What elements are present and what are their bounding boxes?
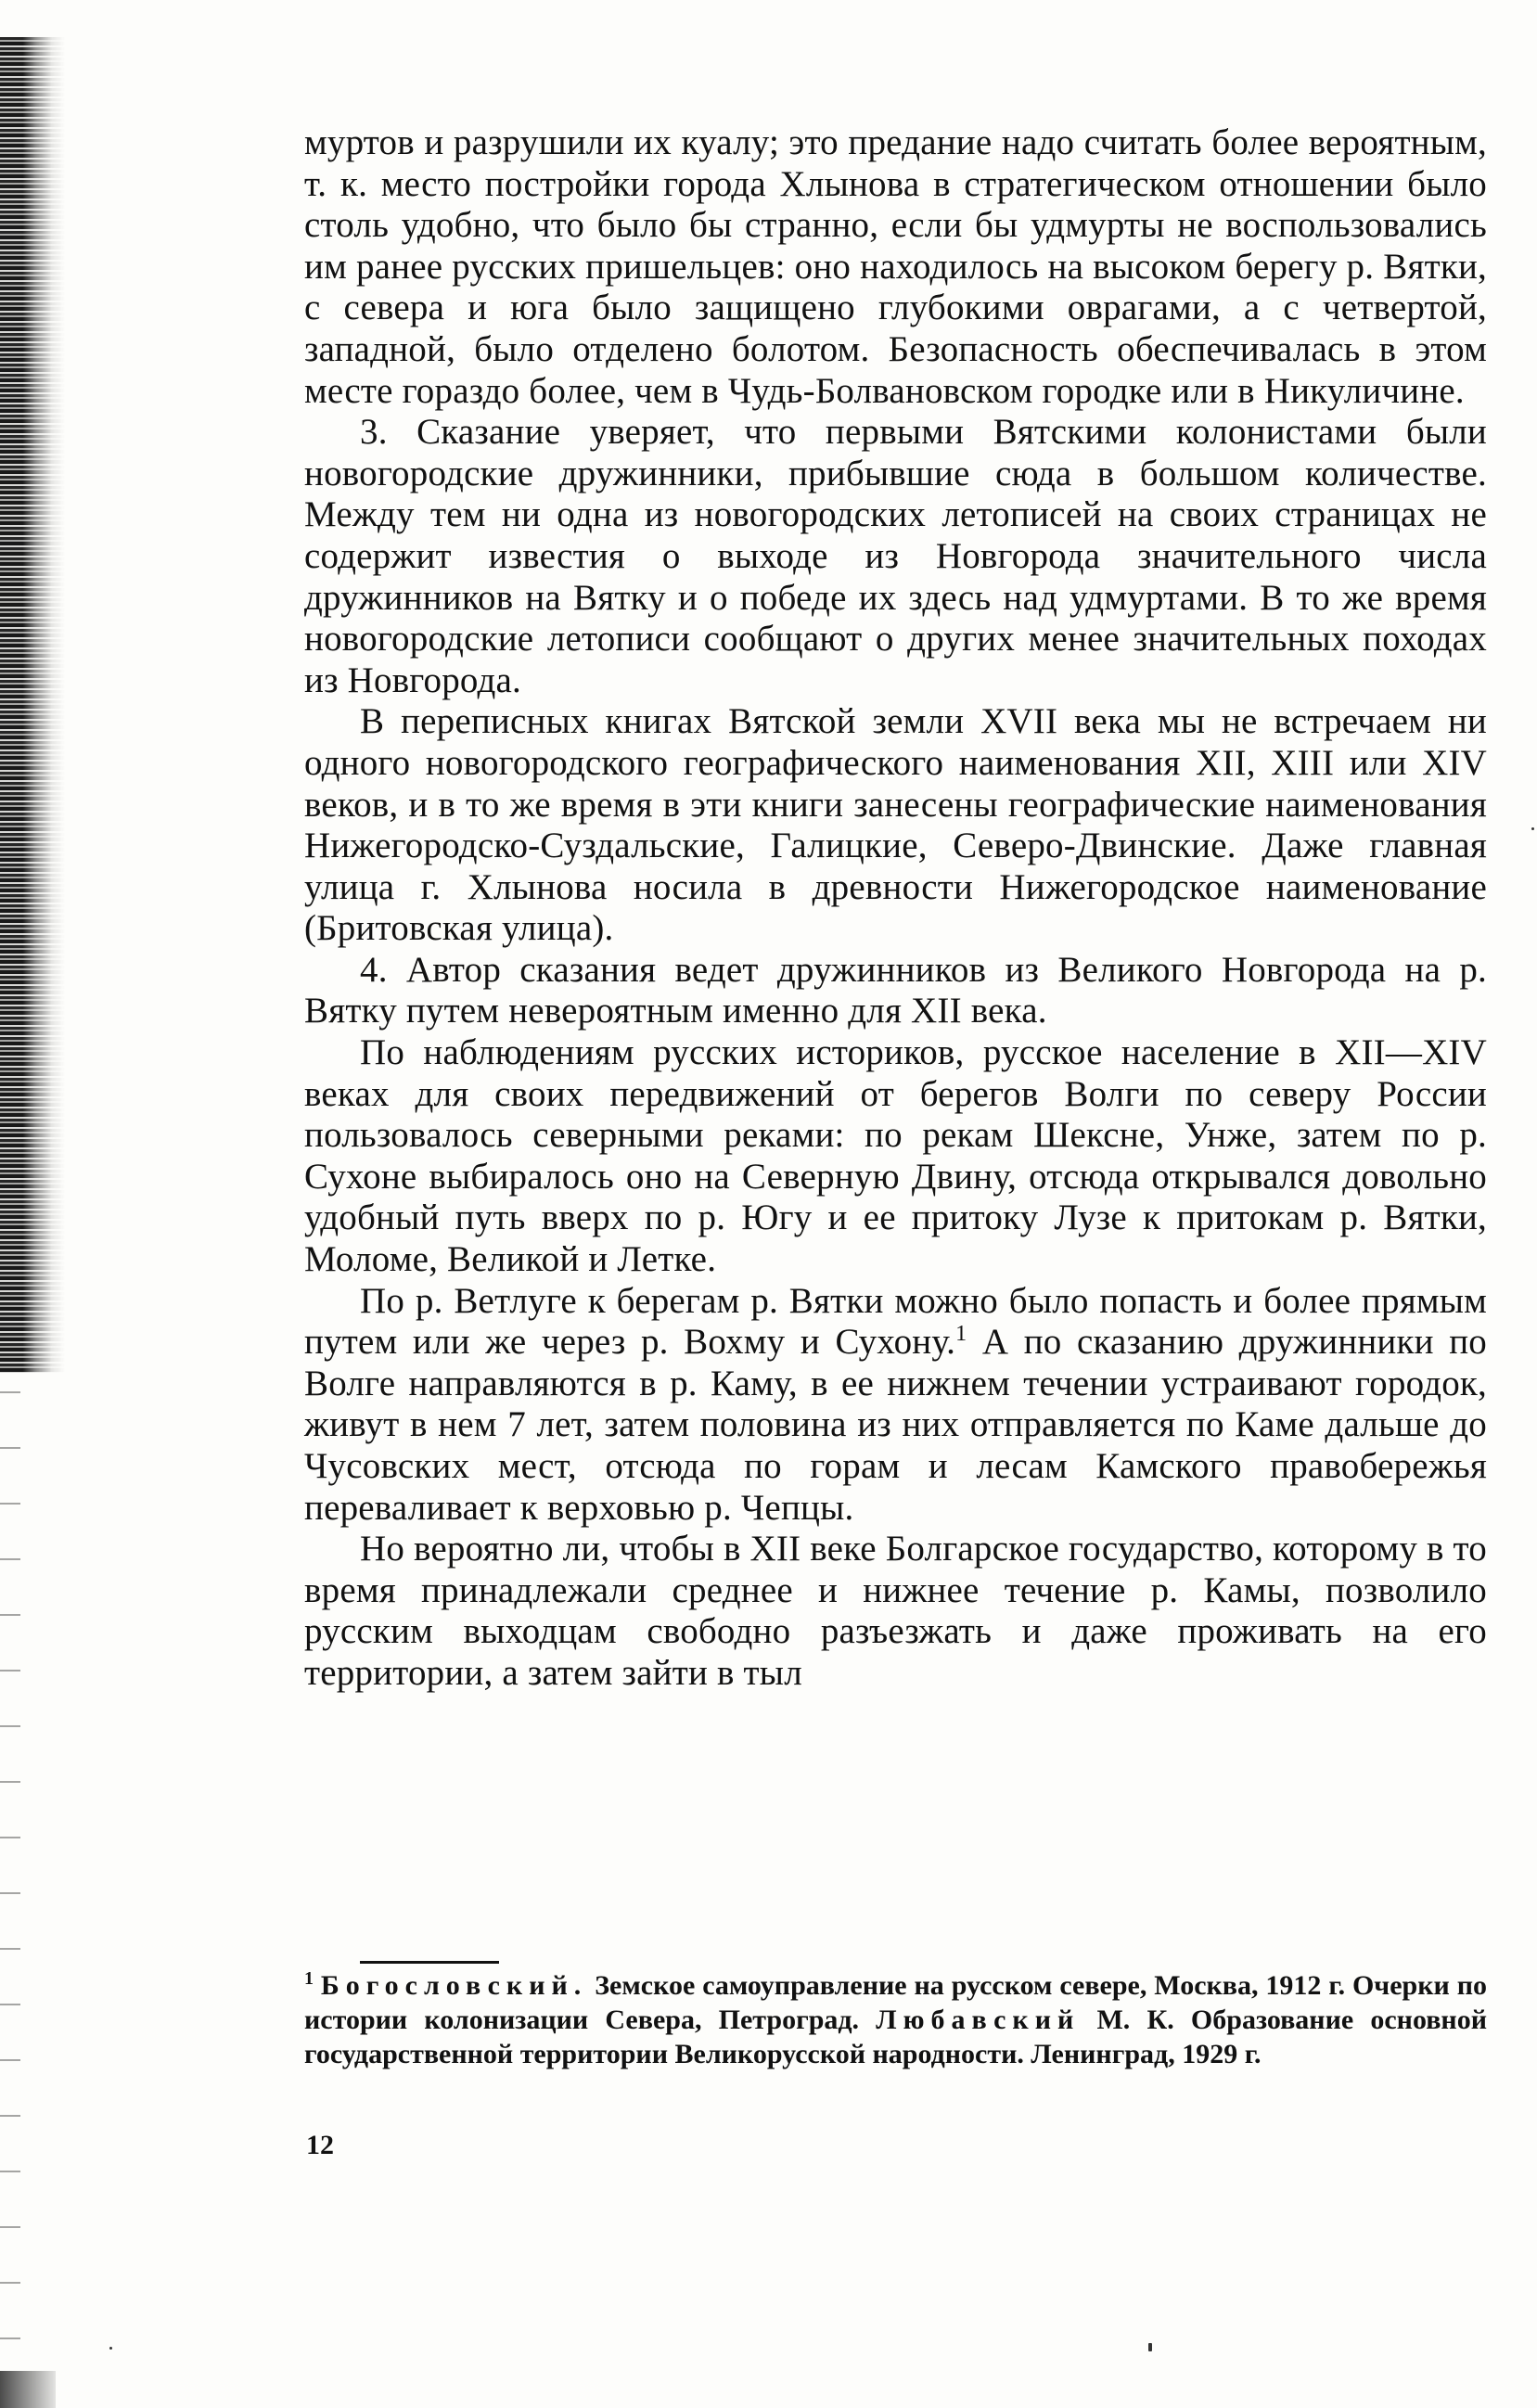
paragraph-7: Но вероятно ли, чтобы в XII веке Болгарское государство, которому в то время принадлежали среднее и нижнее течение р. Камы, позволило русским выходцам свободно разъезжать и даже проживать на его территории, а затем зайти в тыл (304, 1529, 1487, 1693)
footnote-reference: 1 (955, 1322, 967, 1347)
footnote-text-1: Земское самоуправление на русском севере, Москва, 1912 г. Очерки по истории колонизации Севера, Петроград. (304, 1970, 1487, 2035)
paragraph-3: В переписных книгах Вятской земли XVII века мы не встречаем ни одного новогородского географического наименования XII, XIII или XIV веков, и в то же время в эти книги занесены географические наименования Нижегородско-Суздальские, Галицкие, Северо-Двинские. Даже главная улица г. Хлынова носила в древности Нижегородское наименование (Бритовская улица). (304, 701, 1487, 949)
footnote-mark: 1 (304, 1968, 314, 1989)
scan-binding-edge-lower (0, 1391, 20, 2393)
paragraph-4: 4. Автор сказания ведет дружинников из Великого Новгорода на р. Вятку путем невероятным именно для XII века. (304, 949, 1487, 1031)
paragraph-6-start: По р. Ветлуге к берегам р. Вятки можно было попасть и более прямым путем или же через р. Вохму и Сухону. (304, 1280, 1487, 1363)
paragraph-5: По наблюдениям русских историков, русское население в XII—XIV веках для своих передвижений от берегов Волги по северу России пользовалось северными реками: по рекам Шексне, Унже, затем по р. Сухоне выбиралось оно на Северную Двину, отсюда открывался довольно удобный путь вверх по р. Югу и ее притоку Лузе к притокам р. Вятки, Моломе, Великой и Летке. (304, 1032, 1487, 1280)
paragraph-2: 3. Сказание уверяет, что первыми Вятскими колонистами были новогородские дружинники, прибывшие сюда в большом количестве. Между тем ни одна из новогородских летописей на своих страницах не содержит известия о выходе из Новгорода значительного числа дружинников на Вятку и о победе их здесь над удмуртами. В то же время новогородские летописи сообщают о других менее значительных походах из Новгорода. (304, 412, 1487, 700)
footnote-text-2: М. К. Образование основной государственной территории Великорусской народности. Ленинград, 1929 г. (304, 2005, 1487, 2069)
footnote-author-1: Богословский. (320, 1970, 588, 2001)
scan-binding-edge (0, 37, 65, 1373)
paragraph-1: муртов и разрушили их куалу; это предание надо считать более вероятным, т. к. место постройки города Хлынова в стратегическом отношении было столь удобно, что было бы странно, если бы удмурты не воспользовались им ранее русских пришельцев: оно находилось на высоком берегу р. Вятки, с севера и юга было защищено глубокими оврагами, а с четвертой, западной, было отделено болотом. Безопасность обеспечивалась в этом месте гораздо более, чем в Чудь-Болвановском городке или в Никуличине. (304, 122, 1487, 411)
page-number: 12 (306, 2130, 334, 2160)
footnote-author-2: Любавский (876, 2005, 1081, 2035)
footnote-divider (360, 1961, 499, 1964)
scan-speck (109, 2347, 112, 2350)
main-text (304, 122, 1487, 1695)
scan-speck (1531, 827, 1534, 830)
scan-speck (1148, 2343, 1152, 2351)
footnote (304, 1968, 1487, 2071)
scan-corner-shadow (0, 2371, 56, 2408)
paragraph-6-end: А по сказанию дружинники по Волге направляются в р. Каму, в ее нижнем течении устраивают городок, живут в нем 7 лет, затем половина из них отправляется по Каме дальше до Чусовских мест, отсюда по горам и лесам Камского правобережья переваливает к верховью р. Чепцы. (304, 1322, 1487, 1528)
paragraph-6 (304, 1281, 1487, 1530)
